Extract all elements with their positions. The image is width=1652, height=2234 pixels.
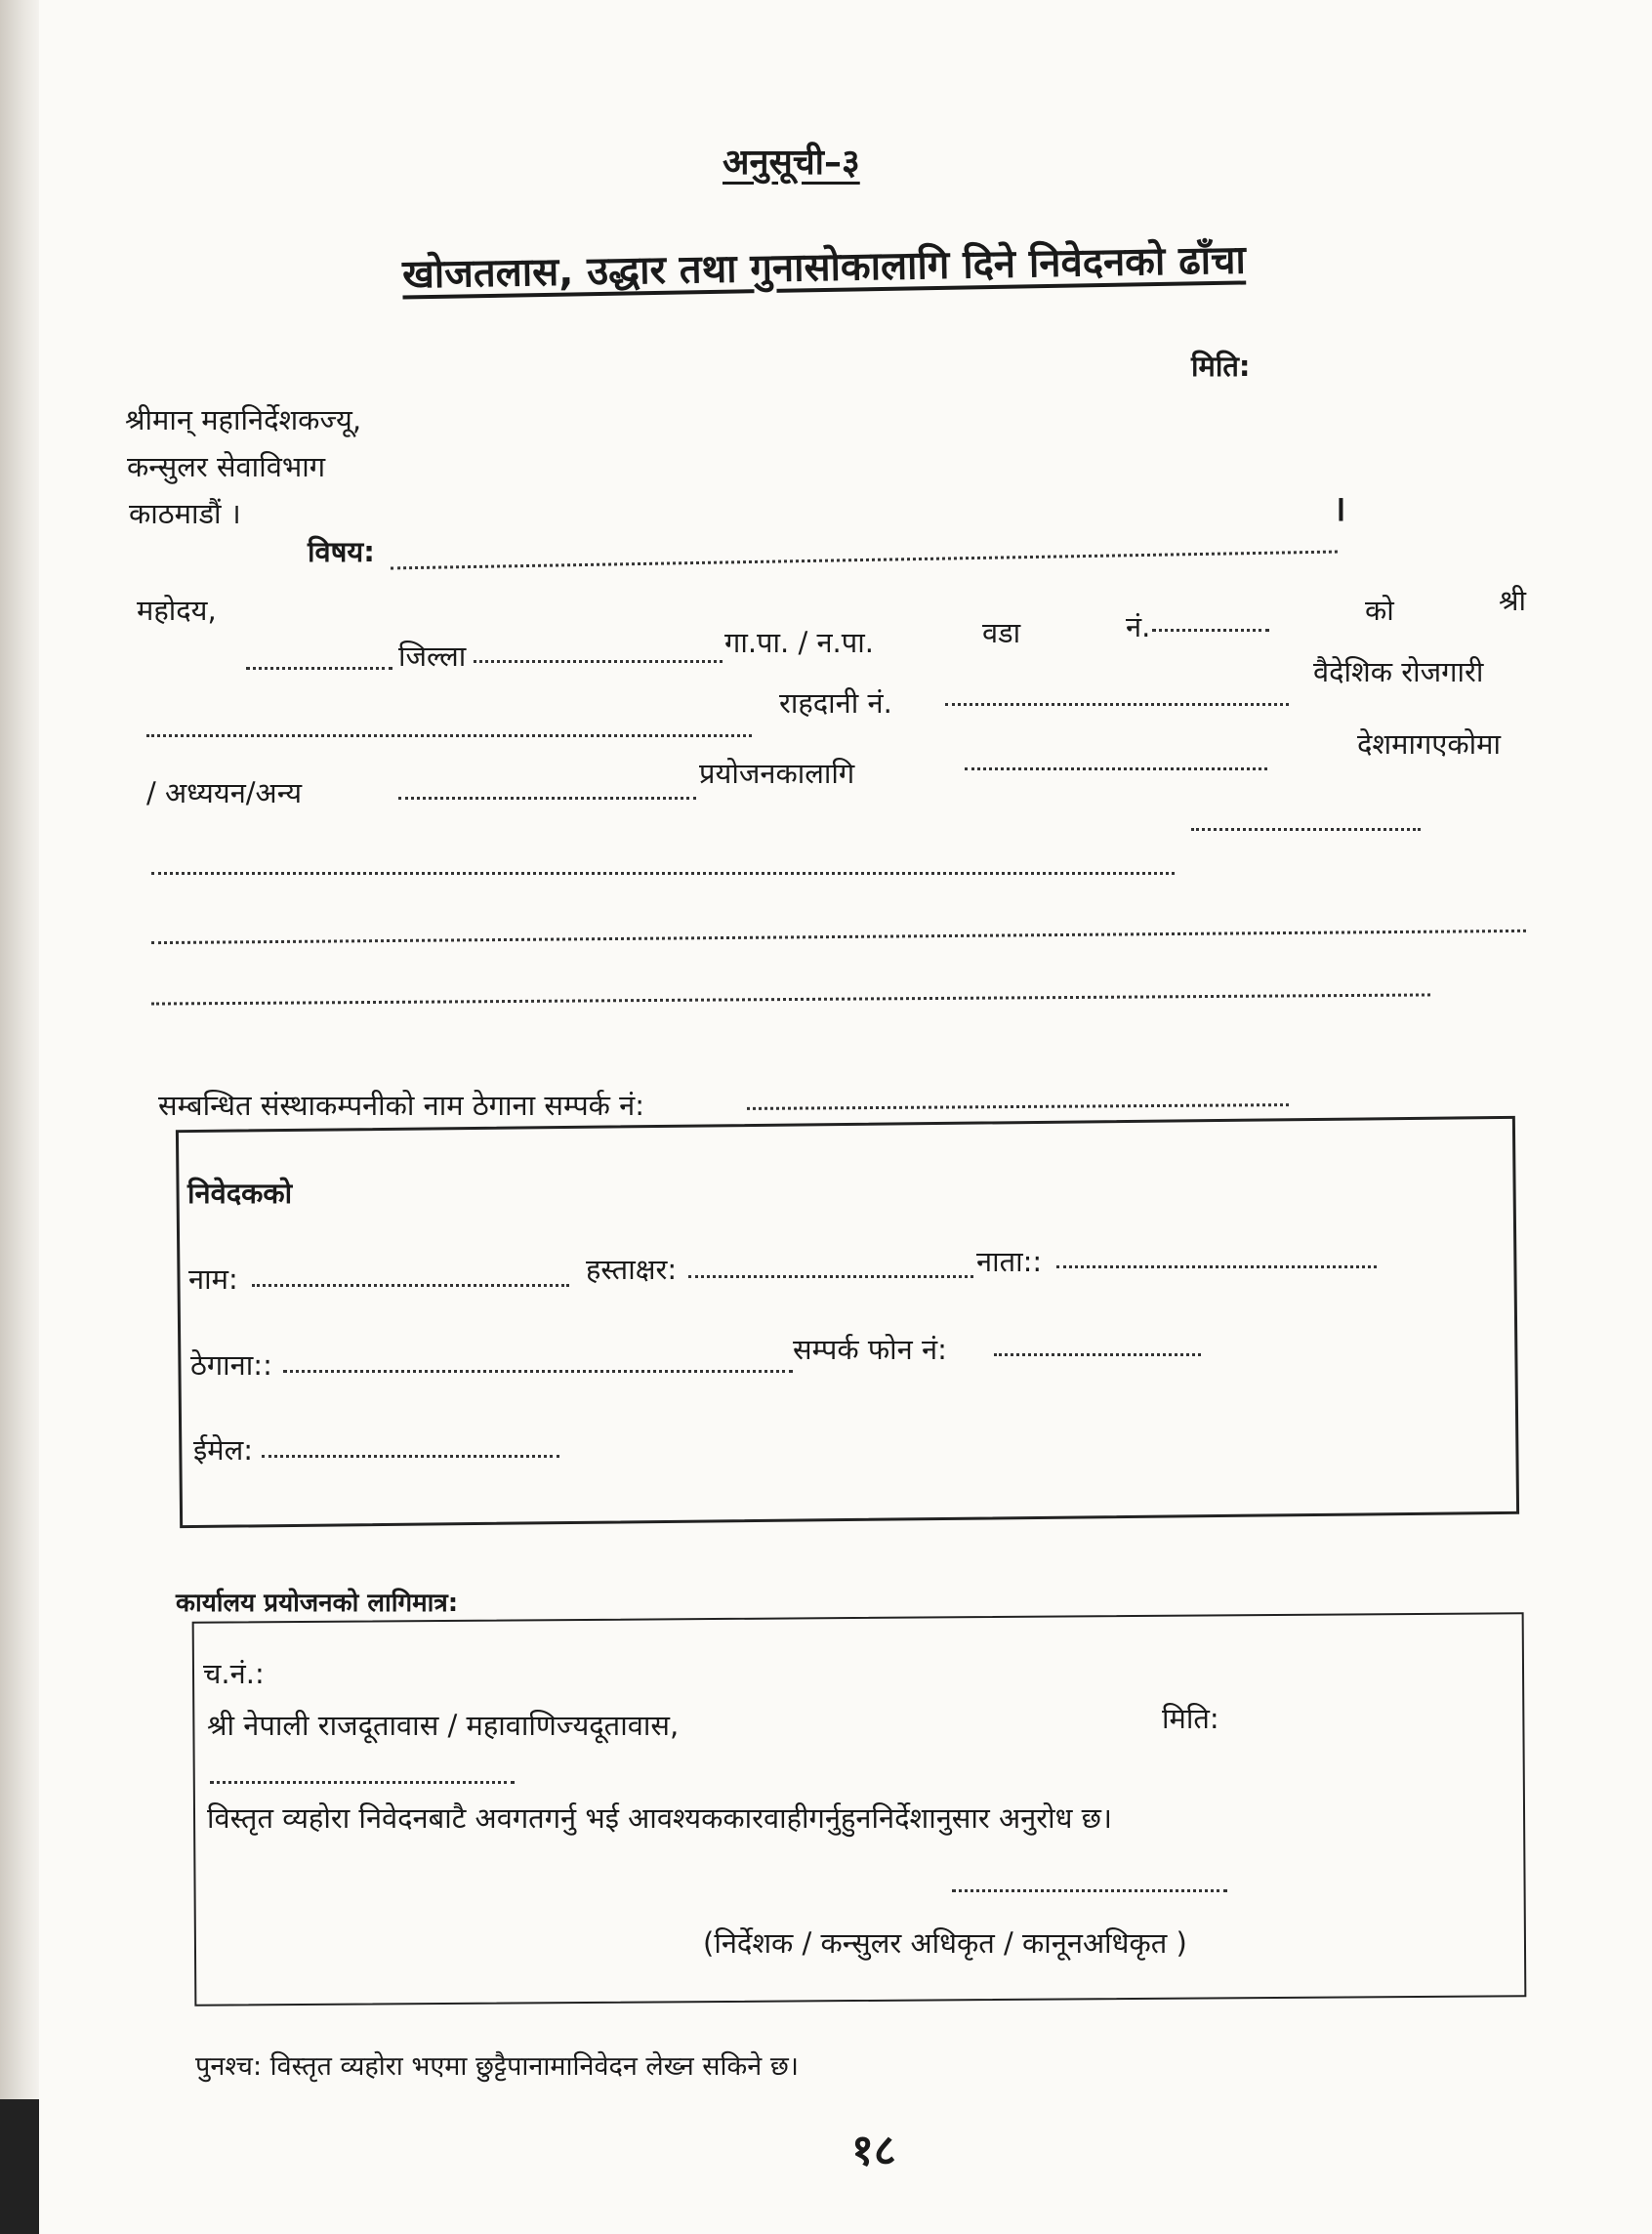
of-word: को: [1365, 594, 1394, 627]
purpose-label: प्रयोजनकालागि: [699, 757, 855, 790]
applicant-relation-label: नाता::: [976, 1245, 1043, 1278]
embassy-name-field[interactable]: [210, 1781, 515, 1784]
applicant-name-field[interactable]: [252, 1284, 569, 1287]
form-title: खोजतलास, उद्धार तथा गुनासोकालागि दिने निवेदनको ढाँचा: [401, 237, 1247, 298]
district-fill-line[interactable]: [474, 660, 723, 663]
request-text: विस्तृत व्यहोरा निवेदनबाटै अवगतगर्नु भई आवश्यककारवाहीगर्नुहुननिर्देशानुसार अनुरोध छ।: [207, 1801, 1112, 1835]
officer-signature-field[interactable]: [952, 1889, 1227, 1892]
ward-label: वडा: [982, 616, 1021, 649]
office-date-label: मिति:: [1162, 1702, 1219, 1735]
ward-number-fill-line[interactable]: [1152, 629, 1269, 632]
person-name-fill-line[interactable]: [146, 734, 752, 737]
passport-fill-line[interactable]: [945, 703, 1289, 706]
applicant-name-label: नाम:: [188, 1262, 238, 1296]
embassy-line: श्री नेपाली राजदूतावास / महावाणिज्यदूतावास,: [207, 1709, 680, 1742]
book-spine-shadow: [0, 0, 39, 2234]
page-number: १८: [851, 2126, 896, 2175]
applicant-address-label: ठेगाना::: [190, 1348, 272, 1382]
study-other-label: / अध्ययन/अन्य: [146, 776, 303, 809]
applicant-signature-field[interactable]: [688, 1275, 973, 1278]
applicant-phone-field[interactable]: [994, 1353, 1201, 1356]
applicant-address-field[interactable]: [283, 1370, 793, 1373]
applicant-email-label: ईमेल:: [193, 1433, 254, 1467]
postscript: पुनश्च: विस्तृत व्यहोरा भएमा छुट्टैपानामानिवेदन लेख्न सकिने छ।: [195, 2051, 800, 2082]
applicant-details-box: [176, 1116, 1519, 1528]
applicant-phone-label: सम्पर्क फोन नं:: [793, 1333, 947, 1366]
purpose-fill-line[interactable]: [398, 797, 696, 800]
municipality-label: गा.पा. / न.पा.: [724, 626, 874, 659]
addressee-line-3: काठमाडौं ।: [129, 497, 241, 530]
passport-label: राहदानी नं.: [779, 686, 892, 720]
addressee-line-2: कन्सुलर सेवाविभाग: [127, 450, 326, 483]
addressee-line-1: श्रीमान् महानिर्देशकज्यू,: [125, 403, 362, 436]
gone-country-label: देशमागएकोमा: [1357, 727, 1501, 761]
details-fill-line-0[interactable]: [1191, 828, 1421, 831]
date-label: मिति:: [1191, 350, 1251, 383]
ref-number-label: च.नं.:: [203, 1657, 265, 1690]
district-label: जिल्ला: [398, 640, 467, 673]
country-fill-line[interactable]: [965, 767, 1267, 770]
book-binding-edge: [0, 2099, 39, 2234]
subject-end-mark: ।: [1333, 489, 1346, 529]
applicant-email-field[interactable]: [262, 1455, 559, 1458]
ward-number-label: नं.: [1126, 610, 1151, 643]
details-fill-line-1[interactable]: [151, 872, 1175, 875]
applicant-relation-field[interactable]: [1056, 1265, 1377, 1268]
subject-label: विषय:: [308, 535, 375, 568]
applicant-heading: निवेदकको: [187, 1177, 293, 1210]
applicant-signature-label: हस्ताक्षर:: [586, 1253, 678, 1286]
office-use-label: कार्यालय प्रयोजनको लागिमात्र:: [176, 1589, 459, 1618]
shri-word: श्री: [1499, 584, 1527, 617]
foreign-employment-label: वैदेशिक रोजगारी: [1313, 655, 1484, 688]
schedule-heading: अनुसूची–३: [723, 143, 860, 183]
officer-title: (निर्देशक / कन्सुलर अधिकृत / कानूनअधिकृत ): [703, 1926, 1187, 1960]
name-fill-line[interactable]: [246, 667, 392, 670]
organization-label: सम्बन्धित संस्थाकम्पनीको नाम ठेगाना सम्पर्क नं:: [158, 1089, 645, 1122]
salutation: महोदय,: [137, 594, 217, 627]
